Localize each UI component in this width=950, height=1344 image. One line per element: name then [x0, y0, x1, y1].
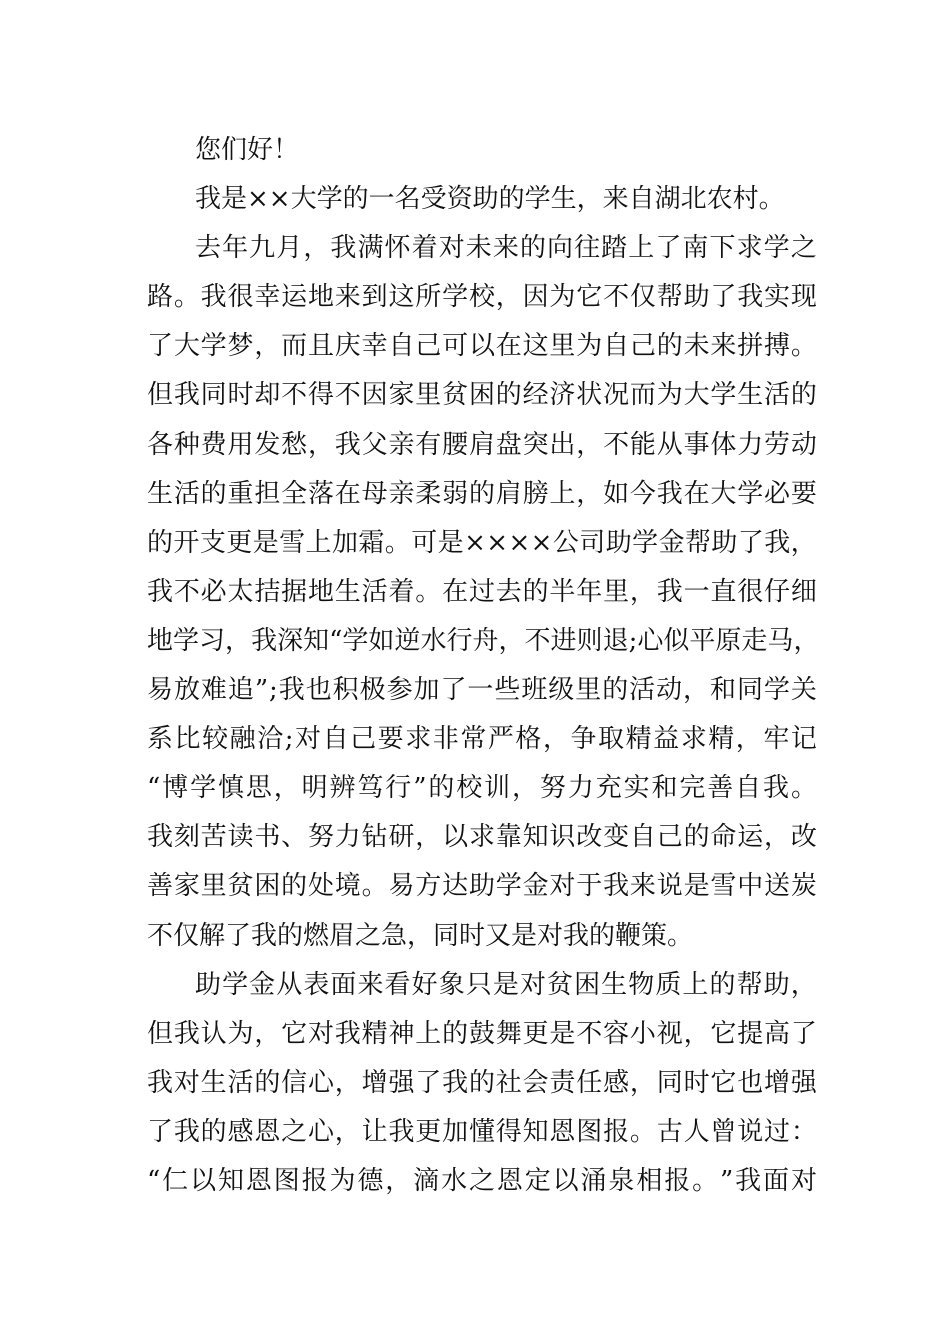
text-line: 我是××大学的一名受资助的学生，来自湖北农村。: [195, 184, 785, 215]
text-line: 不仅解了我的燃眉之急，同时又是对我的鞭策。: [147, 920, 694, 951]
text-line: 生 活 的 重 担 全 落 在 母 亲 柔 弱 的 肩 膀 上 ， 如 今 我 在 大 学 必 要: [147, 478, 817, 509]
text-line: 但 我 认 为 ， 它 对 我 精 神 上 的 鼓 舞 更 是 不 容 小 视 ， 它 提 高 了: [147, 1018, 817, 1049]
text-line: 系 比 较 融 洽 ; 对 自 己 要 求 非 常 严 格 ， 争 取 精 益 求 精 ， 牢 记: [147, 724, 817, 755]
letter-body: [147, 126, 820, 1206]
text-line: 去 年 九 月 ， 我 满 怀 着 对 未 来 的 向 往 踏 上 了 南 下 求 学 之: [195, 233, 817, 264]
text-line: 助 学 金 从 表 面 来 看 好 象 只 是 对 贫 困 生 物 质 上 的 帮 助 ，: [195, 969, 817, 1000]
text-line: 路 。 我 很 幸 运 地 来 到 这 所 学 校 ， 因 为 它 不 仅 帮 助 了 我 实 现: [147, 282, 817, 313]
text-line: 我 不 必 太 拮 据 地 生 活 着 。 在 过 去 的 半 年 里 ， 我 一 直 很 仔 细: [147, 576, 817, 607]
text-line: 了 大 学 梦 ， 而 且 庆 幸 自 己 可 以 在 这 里 为 自 己 的 未 来 拼 搏 。: [147, 331, 817, 362]
text-line: “ 仁 以 知 恩 图 报 为 德 ， 滴 水 之 恩 定 以 涌 泉 相 报 。 ” 我 面 对: [147, 1165, 817, 1196]
text-line: 善 家 里 贫 困 的 处 境 。 易 方 达 助 学 金 对 于 我 来 说 是 雪 中 送 炭: [147, 871, 817, 902]
text-line: 但 我 同 时 却 不 得 不 因 家 里 贫 困 的 经 济 状 况 而 为 大 学 生 活 的: [147, 380, 817, 411]
text-line: 您们好！: [195, 135, 300, 165]
text-line: 易 放 难 追 ” ; 我 也 积 极 参 加 了 一 些 班 级 里 的 活 动 ， 和 同 学 关: [147, 675, 817, 706]
text-line: 了 我 的 感 恩 之 心 ， 让 我 更 加 懂 得 知 恩 图 报 。 古 人 曾 说 过 ：: [147, 1116, 817, 1147]
text-line: 我 刻 苦 读 书 、 努 力 钻 研 ， 以 求 靠 知 识 改 变 自 己 的 命 运 ， 改: [147, 822, 817, 853]
text-line: “ 博 学 慎 思 ， 明 辨 笃 行 ” 的 校 训 ， 努 力 充 实 和 完 善 自 我 。: [147, 773, 817, 804]
text-line: 的 开 支 更 是 雪 上 加 霜 。 可 是 × × × × 公 司 助 学 金 帮 助 了 我 ，: [147, 527, 817, 558]
text-line: 各 种 费 用 发 愁 ， 我 父 亲 有 腰 肩 盘 突 出 ， 不 能 从 事 体 力 劳 动: [147, 429, 817, 460]
text-line: 地 学 习 ， 我 深 知 “ 学 如 逆 水 行 舟 ， 不 进 则 退 ; 心 似 平 原 走 马 ，: [147, 625, 820, 656]
text-line: 我 对 生 活 的 信 心 ， 增 强 了 我 的 社 会 责 任 感 ， 同 时 它 也 增 强: [147, 1067, 817, 1098]
